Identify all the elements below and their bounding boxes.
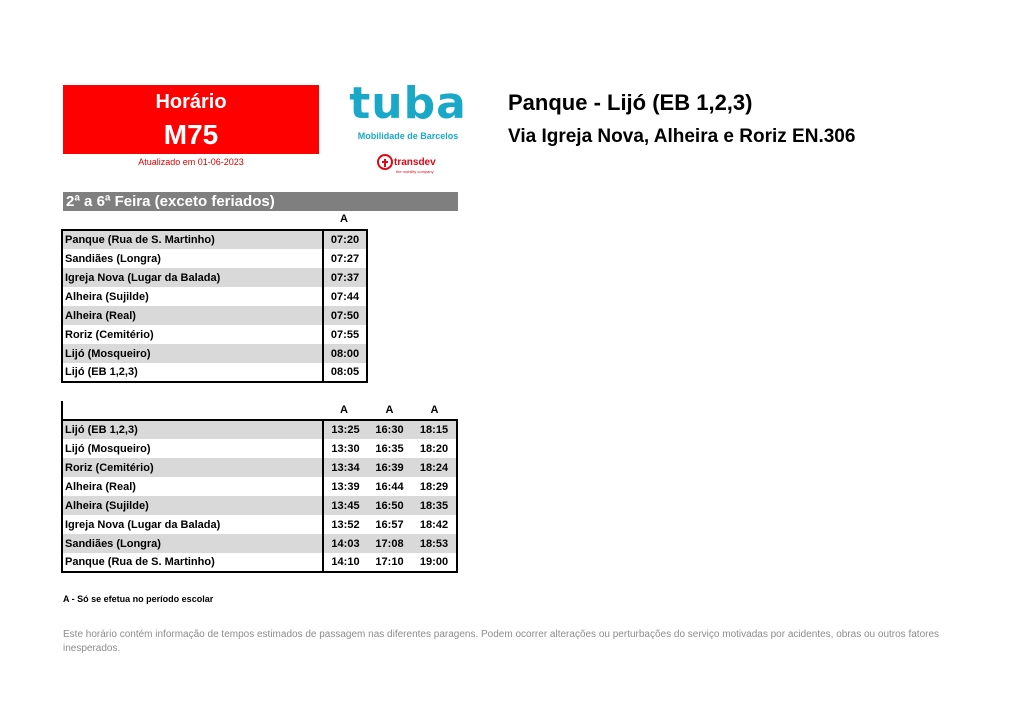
stop-name: Sandiães (Longra) xyxy=(62,534,323,553)
table-row xyxy=(62,477,457,496)
table-row xyxy=(62,420,457,439)
transdev-name: transdev xyxy=(394,157,436,168)
table-row xyxy=(62,496,457,515)
stop-name: Roriz (Cemitério) xyxy=(62,458,323,477)
departure-time: 14:03 xyxy=(323,534,367,553)
outbound-timetable xyxy=(61,229,368,383)
transdev-logo xyxy=(376,152,456,176)
table-row xyxy=(62,325,367,344)
disclaimer: Este horário contém informação de tempos estimados de passagem nas diferentes paragens. Podem ocorrer alterações ou perturbações do serviço motivadas por acidentes, obras ou outros fatores inesperados. xyxy=(63,629,940,654)
table-divider xyxy=(61,401,63,420)
departure-time: 08:00 xyxy=(323,344,367,363)
inbound-column-header: A xyxy=(430,404,439,416)
table-row xyxy=(62,230,367,249)
stop-name: Alheira (Sujilde) xyxy=(62,287,323,306)
outbound-column-header: A xyxy=(340,213,348,225)
table-row xyxy=(62,515,457,534)
stop-name: Lijó (Mosqueiro) xyxy=(62,439,323,458)
departure-time: 18:53 xyxy=(412,534,457,553)
departure-time: 16:39 xyxy=(367,458,412,477)
updated-date: Atualizado em 01-06-2023 xyxy=(138,157,244,167)
tuba-subtitle: Mobilidade de Barcelos xyxy=(357,131,459,141)
table-row xyxy=(62,553,457,572)
departure-time: 18:35 xyxy=(412,496,457,515)
stop-name: Lijó (EB 1,2,3) xyxy=(62,420,323,439)
departure-time: 16:30 xyxy=(367,420,412,439)
departure-time: 16:57 xyxy=(375,518,404,531)
stop-name: Panque (Rua de S. Martinho) xyxy=(62,553,323,572)
departure-time: 13:34 xyxy=(323,458,367,477)
departure-time: 16:50 xyxy=(367,496,412,515)
departure-time: 18:42 xyxy=(419,518,449,531)
schedule-label: Horário xyxy=(155,91,227,113)
departure-time: 07:44 xyxy=(330,290,360,303)
stop-name: Alheira (Sujilde) xyxy=(62,496,323,515)
table-row xyxy=(62,344,367,363)
route-code: M75 xyxy=(163,119,219,150)
departure-time: 07:55 xyxy=(330,328,360,341)
stop-name: Alheira (Real) xyxy=(62,477,323,496)
stop-name: Igreja Nova (Lugar da Balada) xyxy=(62,515,323,534)
stop-name: Igreja Nova (Lugar da Balada) xyxy=(62,268,323,287)
route-title: Panque - Lijó (EB 1,2,3) xyxy=(508,90,753,115)
stop-name: Roriz (Cemitério) xyxy=(62,325,323,344)
table-row xyxy=(62,306,367,325)
table-row xyxy=(62,439,457,458)
stop-name: Lijó (Mosqueiro) xyxy=(62,344,323,363)
tuba-logo-text: tuba xyxy=(349,82,467,126)
departure-time: 19:00 xyxy=(419,556,449,568)
stop-name: Sandiães (Longra) xyxy=(62,249,323,268)
stop-name: Lijó (EB 1,2,3) xyxy=(62,363,323,382)
table-row xyxy=(62,249,367,268)
departure-time: 07:37 xyxy=(323,268,367,287)
section-header: 2ª a 6ª Feira (exceto feriados) xyxy=(63,192,458,211)
inbound-timetable xyxy=(61,419,458,573)
departure-time: 18:15 xyxy=(412,420,457,439)
stop-name: Panque (Rua de S. Martinho) xyxy=(62,230,323,249)
footnote: A - Só se efetua no período escolar xyxy=(63,594,214,604)
departure-time: 14:10 xyxy=(331,556,360,568)
departure-time: 18:29 xyxy=(419,480,449,493)
departure-time: 13:39 xyxy=(331,480,360,493)
departure-time: 13:45 xyxy=(323,496,367,515)
table-row xyxy=(62,458,457,477)
departure-time: 13:30 xyxy=(331,442,360,455)
inbound-column-header: A xyxy=(340,404,348,416)
route-via: Via Igreja Nova, Alheira e Roriz EN.306 xyxy=(508,126,856,147)
departure-time: 08:05 xyxy=(330,366,360,378)
tuba-logo xyxy=(328,82,488,126)
departure-time: 13:52 xyxy=(331,518,360,531)
transdev-tagline: the mobility company xyxy=(396,169,434,174)
stop-name: Alheira (Real) xyxy=(62,306,323,325)
departure-time: 07:27 xyxy=(330,252,360,265)
departure-time: 16:44 xyxy=(375,480,404,493)
departure-time: 16:35 xyxy=(375,442,404,455)
departure-time: 17:10 xyxy=(375,556,404,568)
departure-time: 18:24 xyxy=(412,458,457,477)
departure-time: 13:25 xyxy=(323,420,367,439)
table-row xyxy=(62,287,367,306)
inbound-column-header: A xyxy=(385,404,394,416)
schedule-label-box xyxy=(63,85,319,154)
table-row xyxy=(62,534,457,553)
departure-time: 07:50 xyxy=(323,306,367,325)
departure-time: 18:20 xyxy=(419,442,449,455)
table-row xyxy=(62,363,367,382)
departure-time: 17:08 xyxy=(367,534,412,553)
table-row xyxy=(62,268,367,287)
departure-time: 07:20 xyxy=(323,230,367,249)
